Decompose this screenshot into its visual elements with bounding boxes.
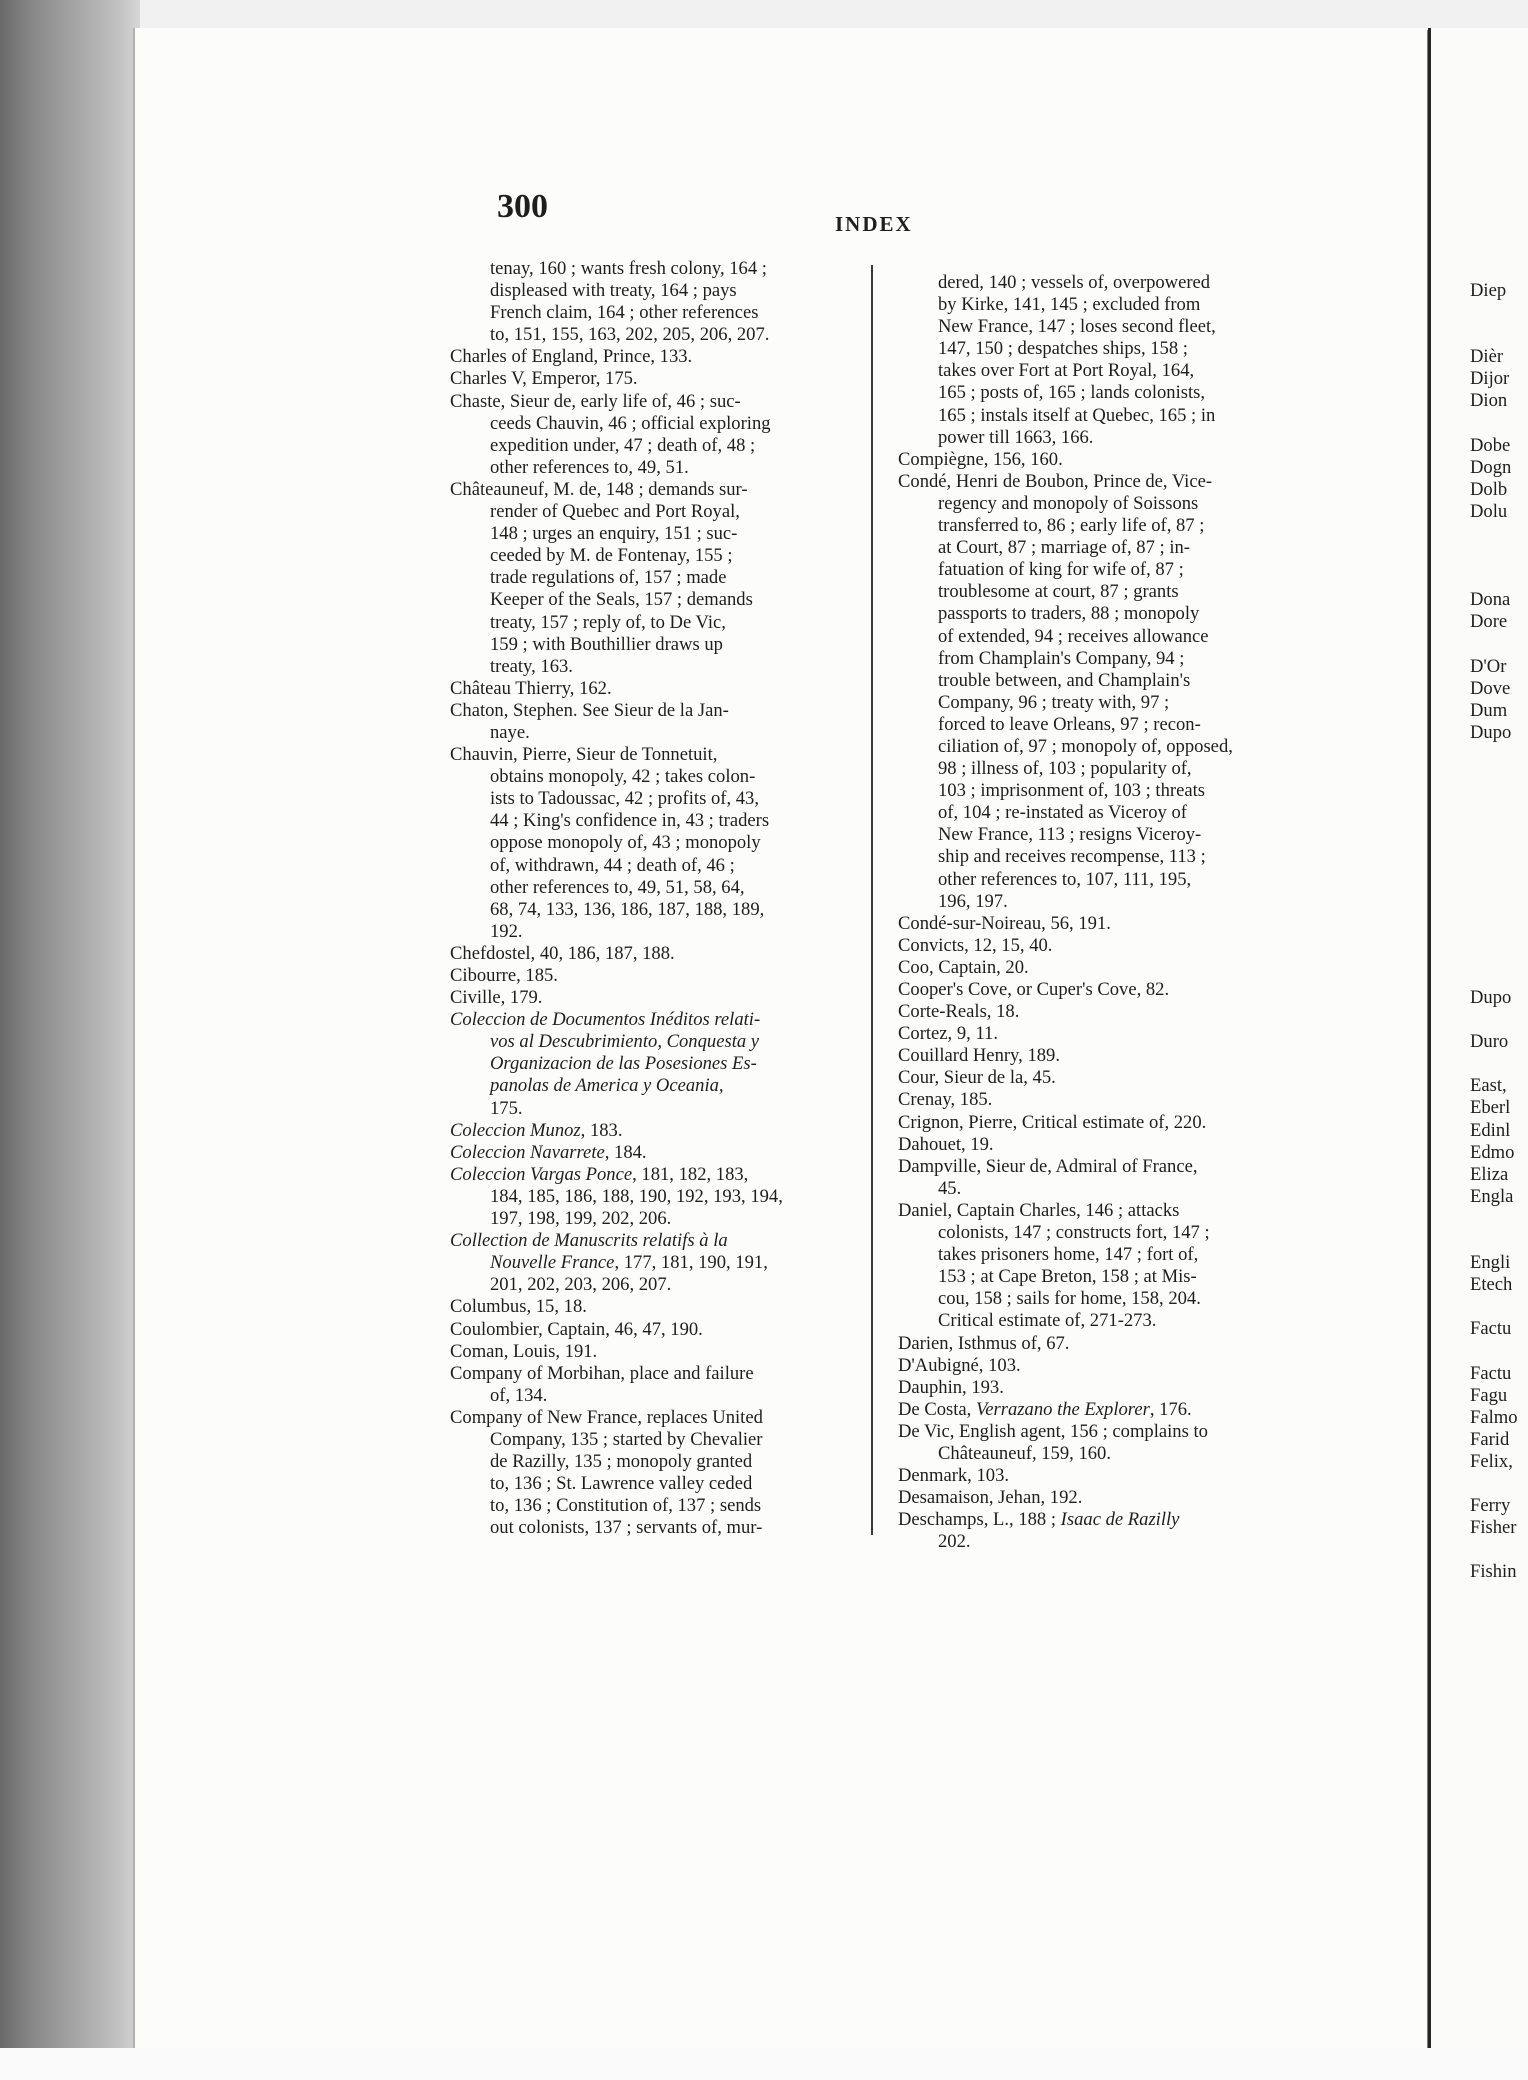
index-entry-line: passports to traders, 88 ; monopoly: [938, 603, 1200, 625]
next-page-fragment: Factu: [1470, 1362, 1512, 1384]
index-entry-line: De Costa, Verrazano the Explorer, 176.: [898, 1398, 1192, 1420]
index-entry: [898, 1134, 1318, 1156]
next-page-fragment: [1470, 744, 1528, 766]
index-entry-line: of, withdrawn, 44 ; death of, 46 ;: [490, 854, 735, 876]
index-entry-line: Company, 96 ; treaty with, 97 ;: [938, 691, 1170, 713]
index-entry: [898, 1487, 1318, 1509]
index-entry-line: vos al Descubrimiento, Conquesta y: [490, 1031, 760, 1053]
next-page-fragment: Duro: [1470, 1031, 1509, 1053]
index-entry-line: New France, 113 ; resigns Viceroy-: [938, 824, 1202, 846]
index-entry: [898, 471, 1318, 913]
index-entry-line: Desamaison, Jehan, 192.: [898, 1487, 1083, 1509]
next-page-fragment: Engla: [1470, 1185, 1514, 1207]
index-entry: [450, 1319, 900, 1341]
running-head: INDEX: [835, 212, 913, 236]
next-page-fragment: [1470, 1341, 1528, 1363]
index-entry-line: takes over Fort at Port Royal, 164,: [938, 360, 1195, 382]
index-entry: [898, 1355, 1318, 1377]
index-entry: [450, 678, 900, 700]
index-entry-line: Chauvin, Pierre, Sieur de Tonnetuit,: [450, 744, 718, 766]
next-page-fragment: [1470, 1473, 1528, 1495]
index-entry-line: Critical estimate of, 271-273.: [938, 1310, 1157, 1332]
index-entry: [898, 1156, 1318, 1200]
index-entry-line: 165 ; instals itself at Quebec, 165 ; in: [938, 404, 1216, 426]
next-page-fragment: Dolb: [1470, 478, 1508, 500]
index-entry-line: 103 ; imprisonment of, 103 ; threats: [938, 780, 1205, 802]
index-entry: [450, 1120, 900, 1142]
next-page-fragment: [1470, 523, 1528, 545]
index-entry-line: of extended, 94 ; receives allowance: [938, 625, 1209, 647]
index-entry-line: Dauphin, 193.: [898, 1376, 1004, 1398]
next-page-fragment: D'Or: [1470, 655, 1507, 677]
index-entry-line: Cour, Sieur de la, 45.: [898, 1067, 1056, 1089]
next-page-fragment: [1470, 832, 1528, 854]
index-entry-line: Daniel, Captain Charles, 146 ; attacks: [898, 1199, 1180, 1221]
index-entry-line: of, 104 ; re-instated as Viceroy of: [938, 802, 1187, 824]
next-page-fragment: [1470, 302, 1528, 324]
index-entry-line: trouble between, and Champlain's: [938, 669, 1191, 691]
next-page-fragment: Diep: [1470, 280, 1507, 301]
index-entry-line: transferred to, 86 ; early life of, 87 ;: [938, 515, 1205, 537]
next-page-fragment: Dijor: [1470, 368, 1510, 390]
index-entry: [450, 700, 900, 744]
index-entry-line: panolas de America y Oceania,: [490, 1075, 724, 1097]
next-page-fragment: [1470, 766, 1528, 788]
index-entry-line: ists to Tadoussac, 42 ; profits of, 43,: [490, 788, 759, 810]
index-entry: [898, 979, 1318, 1001]
next-page-fragment: Dove: [1470, 677, 1511, 699]
index-entry-line: Chaste, Sieur de, early life of, 46 ; suc-: [450, 390, 741, 412]
book-spine-edge: [0, 0, 140, 2080]
next-page-fragment: [1470, 1053, 1528, 1075]
index-entry: [898, 1333, 1318, 1355]
index-entry-line: Darien, Isthmus of, 67.: [898, 1332, 1070, 1354]
next-page-fragment: [1470, 1296, 1528, 1318]
index-entry-line: Charles V, Emperor, 175.: [450, 368, 638, 390]
index-entry-line: 147, 150 ; despatches ships, 158 ;: [938, 338, 1188, 360]
index-entry-line: De Vic, English agent, 156 ; complains to: [898, 1420, 1208, 1442]
index-entry-line: displeased with treaty, 164 ; pays: [490, 280, 737, 302]
next-page-fragment: [1470, 1208, 1528, 1230]
index-entry-line: obtains monopoly, 42 ; takes colon-: [490, 766, 756, 788]
index-entry: [898, 913, 1318, 935]
page-number: 300: [497, 188, 548, 225]
index-entry-line: Dampville, Sieur de, Admiral of France,: [898, 1155, 1198, 1177]
index-entry-line: Compiègne, 156, 160.: [898, 448, 1063, 470]
next-page-fragment: [1470, 634, 1528, 656]
index-entry-line: Coleccion Vargas Ponce, 181, 182, 183,: [450, 1163, 749, 1185]
index-entry-line: render of Quebec and Port Royal,: [490, 501, 740, 523]
index-entry-line: de Razilly, 135 ; monopoly granted: [490, 1451, 753, 1473]
index-entry-line: Cooper's Cove, or Cuper's Cove, 82.: [898, 979, 1170, 1000]
index-entry-line: Keeper of the Seals, 157 ; demands: [490, 589, 753, 611]
index-entry-line: French claim, 164 ; other references: [490, 302, 759, 324]
column-divider: [871, 265, 873, 1535]
index-entry-line: Coulombier, Captain, 46, 47, 190.: [450, 1318, 703, 1340]
index-entry-line: 184, 185, 186, 188, 190, 192, 193, 194,: [490, 1185, 783, 1207]
index-entry-line: Coleccion Munoz, 183.: [450, 1119, 623, 1141]
index-entry-line: dered, 140 ; vessels of, overpowered: [938, 272, 1211, 293]
index-entry-line: at Court, 87 ; marriage of, 87 ; in-: [938, 537, 1190, 559]
next-page-fragment: Eliza: [1470, 1163, 1509, 1185]
index-entry: [898, 1465, 1318, 1487]
index-entry-line: Coleccion de Documentos Inéditos relati-: [450, 1009, 761, 1031]
next-page-fragment: [1470, 788, 1528, 810]
next-page-fragment: Edinl: [1470, 1119, 1511, 1141]
index-entry: [898, 272, 1318, 449]
index-entry-line: 153 ; at Cape Breton, 158 ; at Mis-: [938, 1266, 1197, 1288]
index-entry: [898, 1509, 1318, 1553]
index-entry-line: 159 ; with Bouthillier draws up: [490, 633, 723, 655]
index-entry-line: takes prisoners home, 147 ; fort of,: [938, 1244, 1199, 1266]
index-entry-line: 175.: [490, 1097, 523, 1119]
index-entry: [450, 258, 900, 346]
next-page-fragment: Fagu: [1470, 1384, 1508, 1406]
index-entry: [450, 744, 900, 943]
index-entry-line: Coman, Louis, 191.: [450, 1340, 598, 1362]
index-entry-line: 165 ; posts of, 165 ; lands colonists,: [938, 382, 1206, 404]
index-entry-line: forced to leave Orleans, 97 ; recon-: [938, 713, 1201, 735]
index-entry-line: Company, 135 ; started by Chevalier: [490, 1428, 763, 1450]
next-page-fragment: Dion: [1470, 390, 1508, 412]
next-page-fragment: [1470, 545, 1528, 567]
index-entry-line: Cortez, 9, 11.: [898, 1023, 999, 1045]
index-entry-line: ceeded by M. de Fontenay, 155 ;: [490, 545, 733, 567]
index-entry: [450, 1407, 900, 1540]
next-page-fragment: [1470, 965, 1528, 987]
index-entry: [450, 1230, 900, 1296]
index-entry: [898, 1023, 1318, 1045]
next-page-fragment-column: [1470, 280, 1528, 1584]
index-entry-line: Columbus, 15, 18.: [450, 1296, 587, 1318]
next-page-fragment: [1470, 943, 1528, 965]
next-page-fragment: [1470, 1539, 1528, 1561]
next-page-fragment: [1470, 1009, 1528, 1031]
index-entry-line: 197, 198, 199, 202, 206.: [490, 1208, 672, 1230]
index-entry: [450, 1164, 900, 1230]
index-entry-line: to, 151, 155, 163, 202, 205, 206, 207.: [490, 324, 770, 346]
index-entry-line: 201, 202, 203, 206, 207.: [490, 1274, 672, 1296]
scan-bottom-margin: [0, 2048, 1528, 2080]
next-page-fragment: Dona: [1470, 589, 1511, 611]
index-entry: [898, 1089, 1318, 1111]
index-entry-line: treaty, 157 ; reply of, to De Vic,: [490, 611, 726, 633]
next-page-fragment: [1470, 899, 1528, 921]
next-page-fragment: Dogn: [1470, 456, 1512, 478]
next-page-fragment: Dupo: [1470, 721, 1512, 743]
index-entry-line: 68, 74, 133, 136, 186, 187, 188, 189,: [490, 898, 765, 920]
index-entry: [450, 1296, 900, 1318]
index-entry: [450, 1142, 900, 1164]
index-entry-line: Coo, Captain, 20.: [898, 956, 1029, 978]
next-page-fragment: Ferry: [1470, 1495, 1511, 1517]
index-entry-line: Deschamps, L., 188 ; Isaac de Razilly: [898, 1509, 1180, 1531]
index-entry: [898, 957, 1318, 979]
index-entry: [898, 1067, 1318, 1089]
index-entry-line: ceeds Chauvin, 46 ; official exploring: [490, 412, 771, 434]
index-entry-line: power till 1663, 166.: [938, 426, 1094, 448]
next-page-fragment: Fisher: [1470, 1517, 1517, 1539]
index-entry: [898, 449, 1318, 471]
index-entry-line: treaty, 163.: [490, 655, 573, 677]
index-entry-line: Couillard Henry, 189.: [898, 1045, 1060, 1067]
index-entry-line: Civille, 179.: [450, 987, 543, 1009]
index-entry-line: trade regulations of, 157 ; made: [490, 567, 727, 589]
index-entry-line: oppose monopoly of, 43 ; monopoly: [490, 832, 761, 854]
index-entry-line: other references to, 49, 51.: [490, 456, 689, 478]
next-page-fragment: [1470, 854, 1528, 876]
index-entry-line: Organizacion de las Posesiones Es-: [490, 1053, 757, 1075]
next-page-fragment: [1470, 1230, 1528, 1252]
index-entry-line: to, 136 ; St. Lawrence valley ceded: [490, 1473, 753, 1495]
next-page-fragment: [1470, 921, 1528, 943]
next-page-fragment: East,: [1470, 1075, 1507, 1097]
next-page-fragment: Dore: [1470, 611, 1508, 633]
index-entry: [450, 479, 900, 678]
index-entry-line: Condé, Henri de Boubon, Prince de, Vice-: [898, 470, 1213, 492]
index-entry-line: Châteauneuf, 159, 160.: [938, 1442, 1111, 1464]
index-entry-line: other references to, 107, 111, 195,: [938, 868, 1192, 890]
index-entry-line: 148 ; urges an enquiry, 151 ; suc-: [490, 523, 738, 545]
index-entry-line: Company of New France, replaces United: [450, 1406, 763, 1428]
scan-top-margin: [140, 0, 1528, 30]
index-entry-line: 192.: [490, 920, 523, 942]
index-entry-line: 196, 197.: [938, 890, 1008, 912]
index-entry: [450, 943, 900, 965]
index-entry: [450, 965, 900, 987]
index-entry: [898, 1200, 1318, 1333]
index-entry-line: 202.: [938, 1531, 971, 1553]
index-entry-line: Collection de Manuscrits relatifs à la: [450, 1230, 728, 1252]
next-page-fragment: Dolu: [1470, 500, 1508, 522]
index-entry: [898, 1112, 1318, 1134]
index-entry-line: 44 ; King's confidence in, 43 ; traders: [490, 810, 770, 832]
index-entry: [898, 1001, 1318, 1023]
index-entry-line: Châteauneuf, M. de, 148 ; demands sur-: [450, 478, 748, 500]
index-entry-line: by Kirke, 141, 145 ; excluded from: [938, 294, 1201, 316]
index-entry-line: Dahouet, 19.: [898, 1133, 994, 1155]
index-entry-line: Château Thierry, 162.: [450, 677, 612, 699]
index-entry-line: Charles of England, Prince, 133.: [450, 346, 693, 368]
next-page-fragment: Fishin: [1470, 1561, 1517, 1583]
index-entry: [898, 1377, 1318, 1399]
next-page-fragment: [1470, 877, 1528, 899]
index-entry: [898, 1399, 1318, 1421]
index-entry: [450, 346, 900, 368]
index-entry: [898, 1045, 1318, 1067]
index-entry-line: Chefdostel, 40, 186, 187, 188.: [450, 942, 675, 964]
index-entry-line: New France, 147 ; loses second fleet,: [938, 316, 1216, 338]
index-entry: [898, 935, 1318, 957]
index-entry-line: naye.: [490, 721, 530, 743]
index-entry-line: Nouvelle France, 177, 181, 190, 191,: [490, 1252, 768, 1274]
next-page-fragment: Farid: [1470, 1428, 1510, 1450]
index-entry: [450, 1363, 900, 1407]
next-page-fragment: Eberl: [1470, 1097, 1511, 1119]
index-entry-line: 45.: [938, 1177, 962, 1199]
index-entry-line: Coleccion Navarrete, 184.: [450, 1141, 647, 1163]
next-page-fragment: Felix,: [1470, 1450, 1513, 1472]
index-column-left: [450, 258, 900, 1539]
next-page-fragment: Dum: [1470, 699, 1508, 721]
next-page-fragment: Engli: [1470, 1252, 1511, 1274]
index-entry-line: Convicts, 12, 15, 40.: [898, 934, 1053, 956]
index-entry-line: of, 134.: [490, 1384, 548, 1406]
index-entry-line: Cibourre, 185.: [450, 965, 558, 986]
index-entry-line: fatuation of king for wife of, 87 ;: [938, 559, 1184, 581]
next-page-fragment: Factu: [1470, 1318, 1512, 1340]
index-entry: [450, 987, 900, 1009]
index-entry: [450, 368, 900, 390]
index-entry-line: colonists, 147 ; constructs fort, 147 ;: [938, 1222, 1210, 1244]
next-page-fragment: Dièr: [1470, 346, 1504, 368]
next-page-fragment: [1470, 567, 1528, 589]
next-page-fragment: Dobe: [1470, 434, 1511, 456]
index-entry-line: to, 136 ; Constitution of, 137 ; sends: [490, 1495, 762, 1517]
next-page-fragment: Falmo: [1470, 1406, 1518, 1428]
index-entry-line: tenay, 160 ; wants fresh colony, 164 ;: [490, 258, 767, 279]
index-entry-line: Chaton, Stephen. See Sieur de la Jan-: [450, 699, 729, 721]
index-entry-line: Condé-sur-Noireau, 56, 191.: [898, 912, 1111, 934]
index-entry-line: troublesome at court, 87 ; grants: [938, 581, 1179, 603]
index-entry: [898, 1421, 1318, 1465]
index-entry-line: ship and receives recompense, 113 ;: [938, 846, 1206, 868]
next-page-fragment: [1470, 413, 1528, 435]
index-entry-line: Crenay, 185.: [898, 1089, 993, 1111]
next-page-fragment: Dupo: [1470, 987, 1512, 1008]
index-entry-line: other references to, 49, 51, 58, 64,: [490, 876, 745, 898]
next-page-fragment: Edmo: [1470, 1141, 1515, 1163]
index-entry-line: expedition under, 47 ; death of, 48 ;: [490, 434, 756, 456]
index-entry: [450, 1341, 900, 1363]
index-entry-line: Company of Morbihan, place and failure: [450, 1362, 754, 1384]
index-entry-line: D'Aubigné, 103.: [898, 1354, 1021, 1376]
index-entry-line: regency and monopoly of Soissons: [938, 492, 1199, 514]
index-entry: [450, 391, 900, 479]
index-entry-line: ciliation of, 97 ; monopoly of, opposed,: [938, 735, 1233, 757]
next-page-fragment: [1470, 810, 1528, 832]
next-page-fragment: [1470, 324, 1528, 346]
index-entry-line: Crignon, Pierre, Critical estimate of, 220.: [898, 1111, 1207, 1133]
index-entry: [450, 1009, 900, 1119]
index-entry-line: cou, 158 ; sails for home, 158, 204.: [938, 1288, 1201, 1310]
index-column-right: [898, 272, 1318, 1553]
next-page-fragment: Etech: [1470, 1274, 1513, 1296]
index-entry-line: 98 ; illness of, 103 ; popularity of,: [938, 758, 1192, 780]
index-entry-line: Corte-Reals, 18.: [898, 1001, 1020, 1023]
index-entry-line: out colonists, 137 ; servants of, mur-: [490, 1517, 763, 1539]
index-entry-line: Denmark, 103.: [898, 1465, 1010, 1487]
index-entry-line: from Champlain's Company, 94 ;: [938, 647, 1185, 669]
